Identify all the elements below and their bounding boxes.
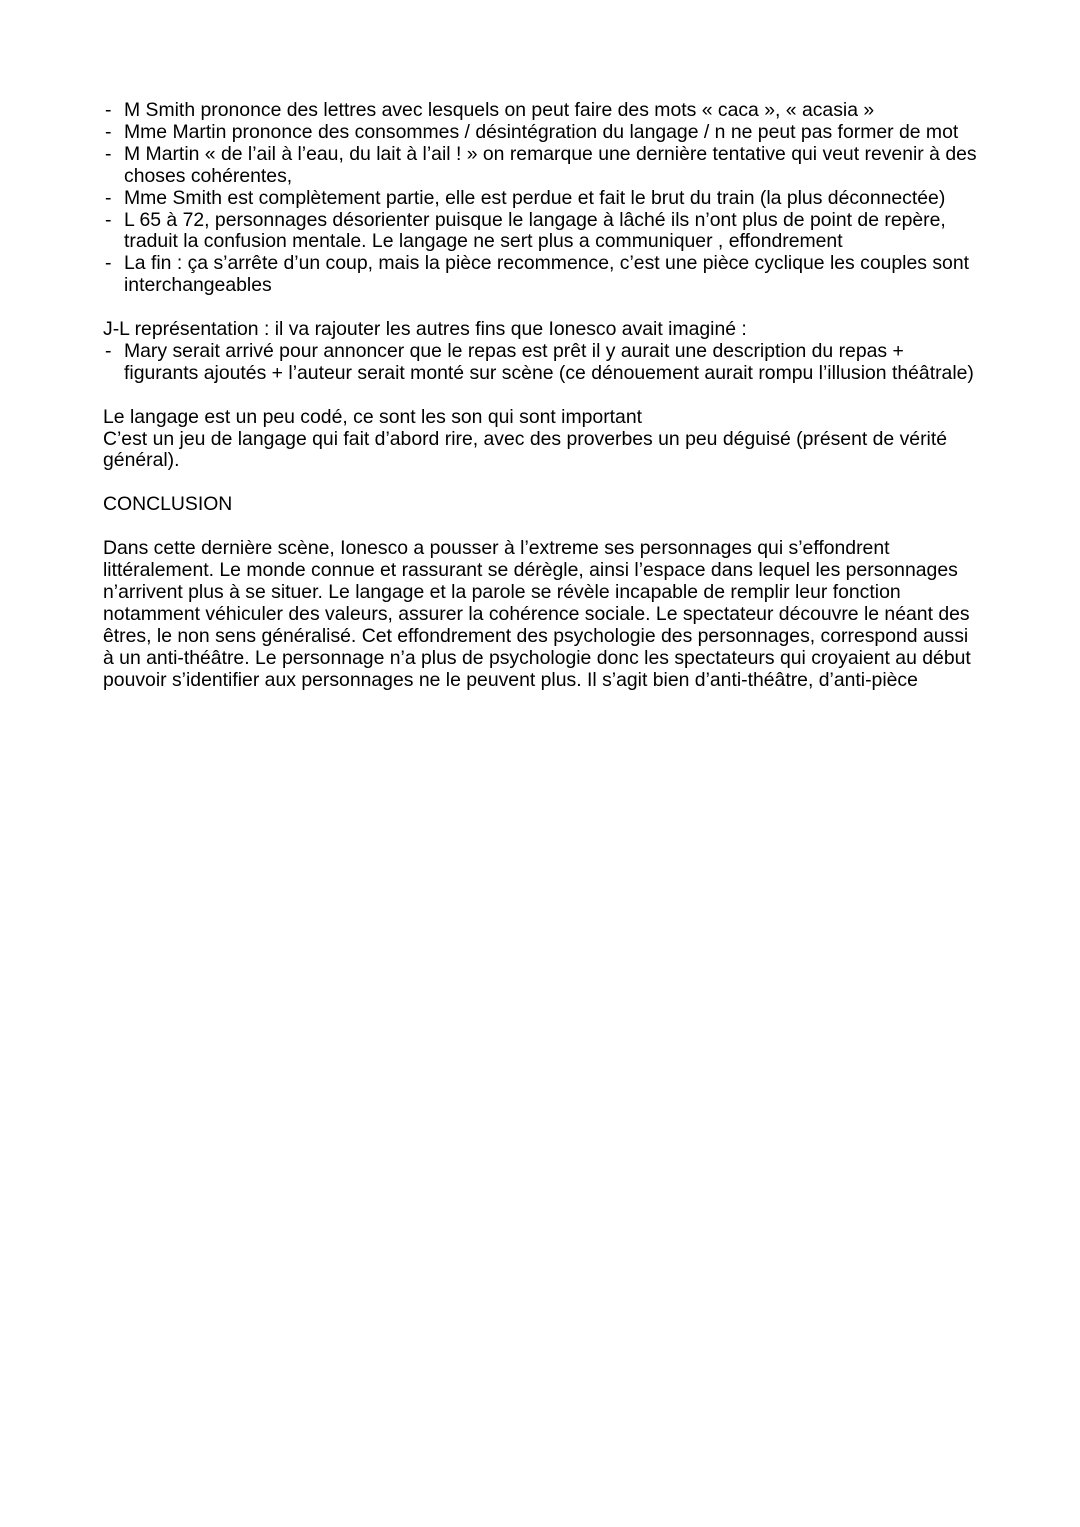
list-item: - Mme Smith est complètement partie, elle est perdue et fait le brut du train (la plus déconnectée) [103,188,983,210]
list-item: - L 65 à 72, personnages désorienter puisque le langage à lâché ils n’ont plus de point de repère, traduit la confusion mentale. Le langage ne sert plus a communiquer , effondrement [103,210,983,254]
analysis-list [103,100,983,297]
representation-list [103,341,983,385]
document-page [103,100,983,691]
conclusion-paragraph: Dans cette dernière scène, Ionesco a pousser à l’extreme ses personnages qui s’effondrent littéralement. Le monde connue et rassurant se dérègle, ainsi l’espace dans lequel les personnages n’arrivent plus à se situer. Le langage et la parole se révèle incapable de remplir leur fonction notamment véhiculer des valeurs, assurer la cohérence sociale. Le spectateur découvre le néant des êtres, le non sens généralisé. Cet effondrement des psychologie des personnages, correspond aussi à un anti-théâtre. Le personnage n’a plus de psychologie donc les spectateurs qui croyaient au début pouvoir s’identifier aux personnages ne le peuvent plus. Il s’agit bien d’anti-théâtre, d’anti-pièce [103,537,971,691]
language-line: Le langage est un peu codé, ce sont les son qui sont important [103,405,642,428]
spacer [103,516,983,538]
list-item: - M Martin « de l’ail à l’eau, du lait à l’ail ! » on remarque une dernière tentative qui veut revenir à des choses cohérentes, [103,144,983,188]
list-item: - Mme Martin prononce des consommes / désintégration du langage / n ne peut pas former de mot [103,122,983,144]
language-line: C’est un jeu de langage qui fait d’abord rire, avec des proverbes un peu déguisé (présent de vérité général). [103,427,948,472]
spacer [103,385,983,407]
spacer [103,472,983,494]
conclusion-heading: CONCLUSION [103,493,233,516]
list-item: - La fin : ça s’arrête d’un coup, mais la pièce recommence, c’est une pièce cyclique les couples sont interchangeables [103,253,983,297]
representation-intro: J-L représentation : il va rajouter les autres fins que Ionesco avait imaginé : [103,318,747,341]
list-item: - Mary serait arrivé pour annoncer que le repas est prêt il y aurait une description du repas + figurants ajoutés + l’auteur serait monté sur scène (ce dénouement aurait rompu l’illusion théâtrale) [103,341,983,385]
list-item: - M Smith prononce des lettres avec lesquels on peut faire des mots « caca », « acasia » [103,100,983,122]
spacer [103,297,983,319]
